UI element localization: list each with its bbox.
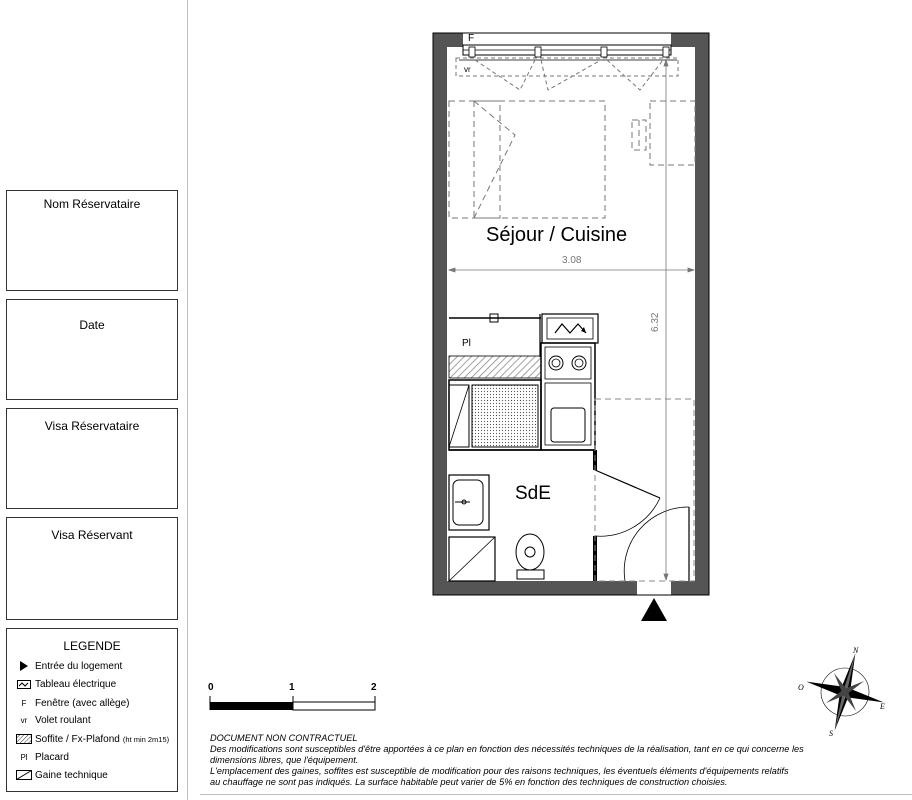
kitchen-unit xyxy=(541,343,595,450)
scale-bar xyxy=(205,676,390,716)
legend-label: Fenêtre (avec allège) xyxy=(35,697,130,709)
legend-label: Entrée du logement xyxy=(35,660,123,672)
soffite-hatch xyxy=(449,356,541,378)
disclaimer-title: DOCUMENT NON CONTRACTUEL xyxy=(210,733,358,743)
scale-tick-0: 0 xyxy=(208,682,214,693)
disclaimer-line: au chauffage ne sont pas indiqués. La surface habitable peut varier de 5% en fonction des techniques de construction choisies. xyxy=(210,777,728,787)
dimension-length-label: 6.32 xyxy=(650,312,661,332)
compass-s: S xyxy=(829,729,833,738)
placard-label: Pl xyxy=(462,338,471,349)
legend-note: (ht min 2m15) xyxy=(122,734,170,744)
compass-rose xyxy=(796,643,894,741)
technical-shaft xyxy=(449,537,495,581)
disclaimer-line: L'emplacement des gaines, soffites est susceptible de modification pour des raisons techniques, les éventuels éléments d'équipements relatifs xyxy=(210,766,789,776)
placard xyxy=(449,314,541,357)
electrical-panel xyxy=(542,314,598,343)
disclaimer-line: dimensions libres, que l'équipement. xyxy=(210,755,359,765)
box-label: Visa Réservant xyxy=(51,528,133,542)
legend-label: Soffite / Fx-Plafond xyxy=(35,733,120,745)
box-label: Nom Réservataire xyxy=(43,197,141,211)
compass-n: N xyxy=(853,646,859,655)
dimension-width-label: 3.08 xyxy=(562,255,582,266)
window-label: F xyxy=(468,33,475,44)
compass-e: E xyxy=(880,702,885,711)
entrance-door xyxy=(624,507,689,581)
box-label: Visa Réservataire xyxy=(44,419,140,433)
washbasin xyxy=(449,475,489,530)
placard-symbol: Pl xyxy=(20,752,28,762)
room-living-label: Séjour / Cuisine xyxy=(486,224,628,246)
bathroom-door xyxy=(595,470,660,536)
window-symbol: F xyxy=(21,698,27,708)
disclaimer-line: Des modifications sont susceptibles d'être apportées à ce plan en fonction des nécessités techniques de la réalisation, tant en ce qui concerne les xyxy=(210,744,804,754)
bathroom-walls xyxy=(449,450,595,581)
bed xyxy=(449,101,605,218)
desk xyxy=(632,101,695,165)
legend-label: Tableau électrique xyxy=(35,678,117,690)
window-sashes xyxy=(456,58,678,90)
dimension-length xyxy=(664,60,668,580)
clearance-zone xyxy=(595,399,694,581)
room-bath-label: SdE xyxy=(515,483,551,504)
shower xyxy=(449,380,541,450)
bottom-divider xyxy=(200,794,912,795)
dimension-width xyxy=(449,268,694,272)
legend-label: Gaine technique xyxy=(35,769,108,781)
box-label: Date xyxy=(79,318,105,332)
toilet xyxy=(516,534,544,579)
disclaimer xyxy=(210,733,900,788)
scale-tick-2: 2 xyxy=(371,682,377,693)
shutter-label: vr xyxy=(464,65,471,74)
legend-title: LEGENDE xyxy=(63,639,121,653)
legend-label: Volet roulant xyxy=(35,714,91,726)
legend-label: Placard xyxy=(35,751,69,763)
entry-arrow-icon xyxy=(641,598,667,621)
scale-tick-1: 1 xyxy=(289,682,295,693)
compass-o: O xyxy=(798,683,804,692)
shutter-symbol: vr xyxy=(20,715,28,725)
